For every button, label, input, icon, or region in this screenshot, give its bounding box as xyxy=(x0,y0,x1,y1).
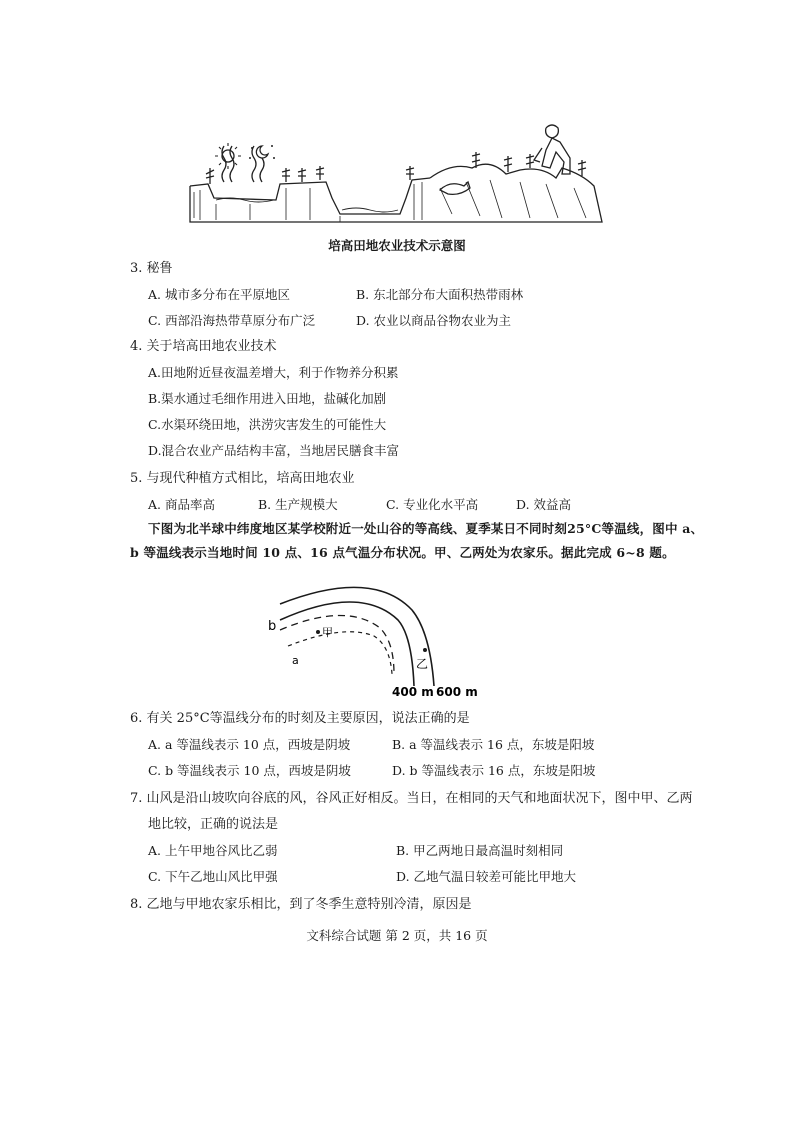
q3-option-b: B. 东北部分布大面积热带雨林 xyxy=(356,287,524,302)
q7-stem-line2: 地比较，正确的说法是 xyxy=(148,817,279,832)
isotherm-a-line xyxy=(288,632,392,674)
q7-option-c: C. 下午乙地山风比甲强 xyxy=(148,869,278,884)
label-jia: 甲 xyxy=(322,626,333,639)
point-jia-marker xyxy=(316,630,320,634)
q4-option-c: C.水渠环绕田地，洪涝灾害发生的可能性大 xyxy=(148,417,387,432)
q4-stem: 4. 关于培高田地农业技术 xyxy=(130,339,277,354)
label-400m: 400 m xyxy=(392,685,434,699)
figure1-caption: 培高田地农业技术示意图 xyxy=(328,238,466,253)
label-b: b xyxy=(268,619,277,634)
q8-stem: 8. 乙地与甲地农家乐相比，到了冬季生意特别冷清，原因是 xyxy=(130,897,472,912)
point-yi-marker xyxy=(423,648,427,652)
q6-option-a: A. a 等温线表示 10 点，西坡是阴坡 xyxy=(148,737,351,752)
q5-option-b: B. 生产规模大 xyxy=(258,497,338,512)
label-yi: 乙 xyxy=(416,657,429,671)
q4-option-d: D.混合农业产品结构丰富，当地居民膳食丰富 xyxy=(148,443,400,458)
q3-option-d: D. 农业以商品谷物农业为主 xyxy=(356,313,512,328)
q7-option-a: A. 上午甲地谷风比乙弱 xyxy=(148,843,278,858)
passage-line1: 下图为北半球中纬度地区某学校附近一处山谷的等高线、夏季某日不同时刻25°C等温线，图中 a、 xyxy=(148,521,704,536)
label-a: a xyxy=(292,654,299,667)
q3-option-c: C. 西部沿海热带草原分布广泛 xyxy=(148,313,316,328)
q3-stem: 3. 秘鲁 xyxy=(130,261,173,276)
q7-stem-line1: 7. 山风是沿山坡吹向谷底的风，谷风正好相反。当日，在相同的天气和地面状况下，图中甲、乙两 xyxy=(130,791,693,806)
q6-stem: 6. 有关 25°C等温线分布的时刻及主要原因，说法正确的是 xyxy=(130,711,470,726)
q4-option-a: A.田地附近昼夜温差增大，利于作物养分积累 xyxy=(148,365,399,380)
q5-option-a: A. 商品率高 xyxy=(148,497,215,512)
q7-option-d: D. 乙地气温日较差可能比甲地大 xyxy=(396,869,577,884)
q6-option-b: B. a 等温线表示 16 点，东坡是阳坡 xyxy=(392,737,595,752)
q5-option-d: D. 效益高 xyxy=(516,497,572,512)
q3-option-a: A. 城市多分布在平原地区 xyxy=(148,287,290,302)
passage-line2: b 等温线表示当地时间 10 点、16 点气温分布状况。甲、乙两处为农家乐。据此完成 6~8 题。 xyxy=(130,545,675,560)
q6-option-d: D. b 等温线表示 16 点，东坡是阳坡 xyxy=(392,763,596,778)
contour-400m-line xyxy=(280,602,414,686)
q5-stem: 5. 与现代种植方式相比，培高田地农业 xyxy=(130,471,355,486)
label-600m: 600 m xyxy=(436,685,478,699)
q6-option-c: C. b 等温线表示 10 点，西坡是阴坡 xyxy=(148,763,351,778)
page-footer: 文科综合试题 第 2 页，共 16 页 xyxy=(306,928,488,943)
q5-option-c: C. 专业化水平高 xyxy=(386,497,479,512)
sun-icon xyxy=(215,143,241,169)
raised-field-illustration xyxy=(190,118,602,230)
q4-option-b: B.渠水通过毛细作用进入田地，盐碱化加剧 xyxy=(148,391,387,406)
q7-option-b: B. 甲乙两地日最高温时刻相同 xyxy=(396,843,564,858)
valley-contour-map xyxy=(262,574,492,704)
